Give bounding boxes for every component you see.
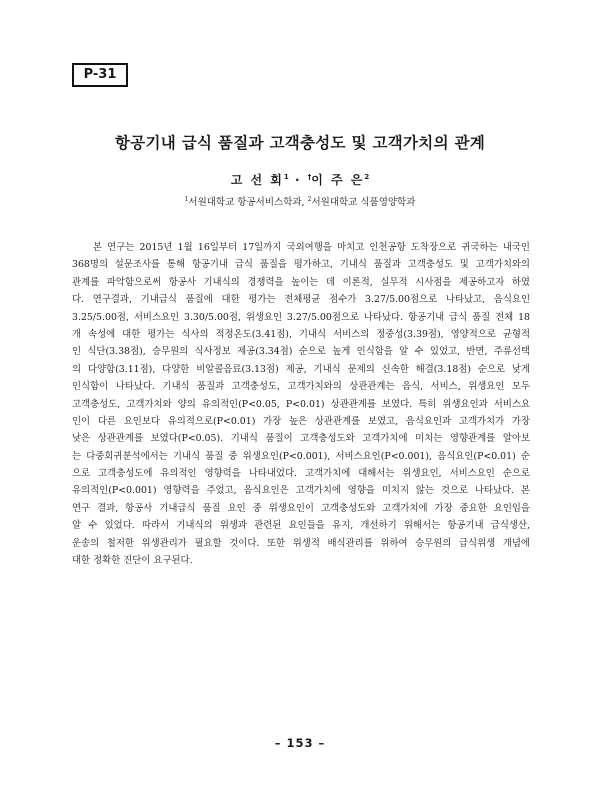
corresponding-mark: † <box>307 173 312 181</box>
abstract-line: 다. 연구결과, 기내급식 품질에 대한 평가는 전체평균 점수가 3.27/5.00점으로 나타났고, 음식요인 <box>72 294 530 306</box>
abstract-line: 본 연구는 2015년 1월 16일부터 17일까지 국외여행을 마치고 인천공항 도착장으로 귀국하는 내국인 <box>72 242 530 253</box>
abstract-line: 인이 다른 요인보다 유의적으로(P<0.01) 가장 높은 상관관계를 보였고, 음식요인과 고객가치가 가장 <box>72 415 530 427</box>
abstract-line: 으로 고객충성도에 유의적인 영향력을 나타내었다. 고객가치에 대해서는 위생요인, 서비스요인 순으로 <box>72 468 530 480</box>
abstract-line: 개 속성에 대한 평가는 식사의 적정온도(3.41점), 기내식 서비스의 정중성(3.39점), 영양적으로 균형적 <box>72 328 530 340</box>
page-label: P-31 <box>72 63 128 87</box>
affiliation-line <box>0 194 600 208</box>
abstract-line: 알 수 있었다. 따라서 기내식의 위생과 관련된 요인들을 유지, 개선하기 위해서는 항공기내 급식생산, <box>72 520 530 532</box>
abstract-line: 고객충성도, 고객가치와 양의 유의적인(P<0.05, P<0.01) 상관관계를 보였다. 특히 위생요인과 서비스요 <box>72 398 530 410</box>
abstract-line: 유의적인(P<0.001) 영향력을 주었고, 음식요인은 고객가치에 영향을 미치지 않는 것으로 나타났다. 본 <box>72 485 530 497</box>
affiliation-mark: 2 <box>307 195 312 203</box>
abstract-body <box>72 239 530 569</box>
abstract-line: 의 다양함(3.11점), 다양한 비알콜음료(3.13점) 제공, 기내식 문제의 신속한 해결(3.18점) 순으로 낮게 <box>72 363 530 375</box>
author-separator: · <box>288 173 308 187</box>
affiliation-text: 서원대학교 항공서비스학과, <box>188 197 305 208</box>
author-name: 이 주 은 <box>311 173 365 187</box>
abstract-line: 368명의 설문조사를 통해 항공기내 급식 품질을 평가하고, 기내식 품질과 고객충성도 및 고객가치와의 <box>72 259 530 271</box>
abstract-line: 는 다중회귀분석에서는 기내식 품질 중 위생요인(P<0.001), 서비스요인(P<0.001), 음식요인(P<0.01) 순 <box>72 450 530 462</box>
affiliation-mark: 1 <box>184 195 189 203</box>
author-mark: 1 <box>283 173 289 181</box>
abstract-line: 운송의 철저한 위생관리가 필요할 것이다. 또한 위생적 배식관리를 위하여 승무원의 급식위생 개념에 <box>72 537 530 549</box>
page-number: – 153 – <box>274 736 326 750</box>
abstract-line: 3.25/5.00점, 서비스요인 3.30/5.00점, 위생요인 3.27/5.00점으로 나타났다. 항공기내 급식 품질 전체 18 <box>72 311 530 323</box>
author-name: 고 선 회 <box>230 173 284 187</box>
paper-title: 항공기내 급식 품질과 고객충성도 및 고객가치의 관계 <box>114 134 486 152</box>
abstract-line: 대한 정확한 진단이 요구된다. <box>72 555 193 567</box>
author-mark: 2 <box>364 173 370 181</box>
abstract-line: 연구 결과, 항공사 기내급식 품질 요인 중 위생요인이 고객충성도와 고객가치에 가장 중요한 요인임을 <box>72 502 530 514</box>
author-line <box>0 171 600 188</box>
abstract-line: 관계를 파악함으로써 항공사 기내식의 경쟁력을 높이는 데 이론적, 실무적 시사점을 제공하고자 하였 <box>72 276 530 288</box>
abstract-line: 낮은 상관관계를 보였다(P<0.05). 기내식 품질이 고객충성도와 고객가치에 미치는 영향관계를 알아보 <box>72 433 530 445</box>
affiliation-text: 서원대학교 식품영양학과 <box>311 197 416 208</box>
abstract-line: 인식함이 나타났다. 기내식 품질과 고객충성도, 고객가치와의 상관관계는 음식, 서비스, 위생요인 모두 <box>72 381 530 393</box>
abstract-line: 인 식단(3.38점), 승무원의 식사정보 제공(3.34점) 순으로 높게 인식함을 알 수 있었고, 반면, 주류선택 <box>72 346 530 358</box>
